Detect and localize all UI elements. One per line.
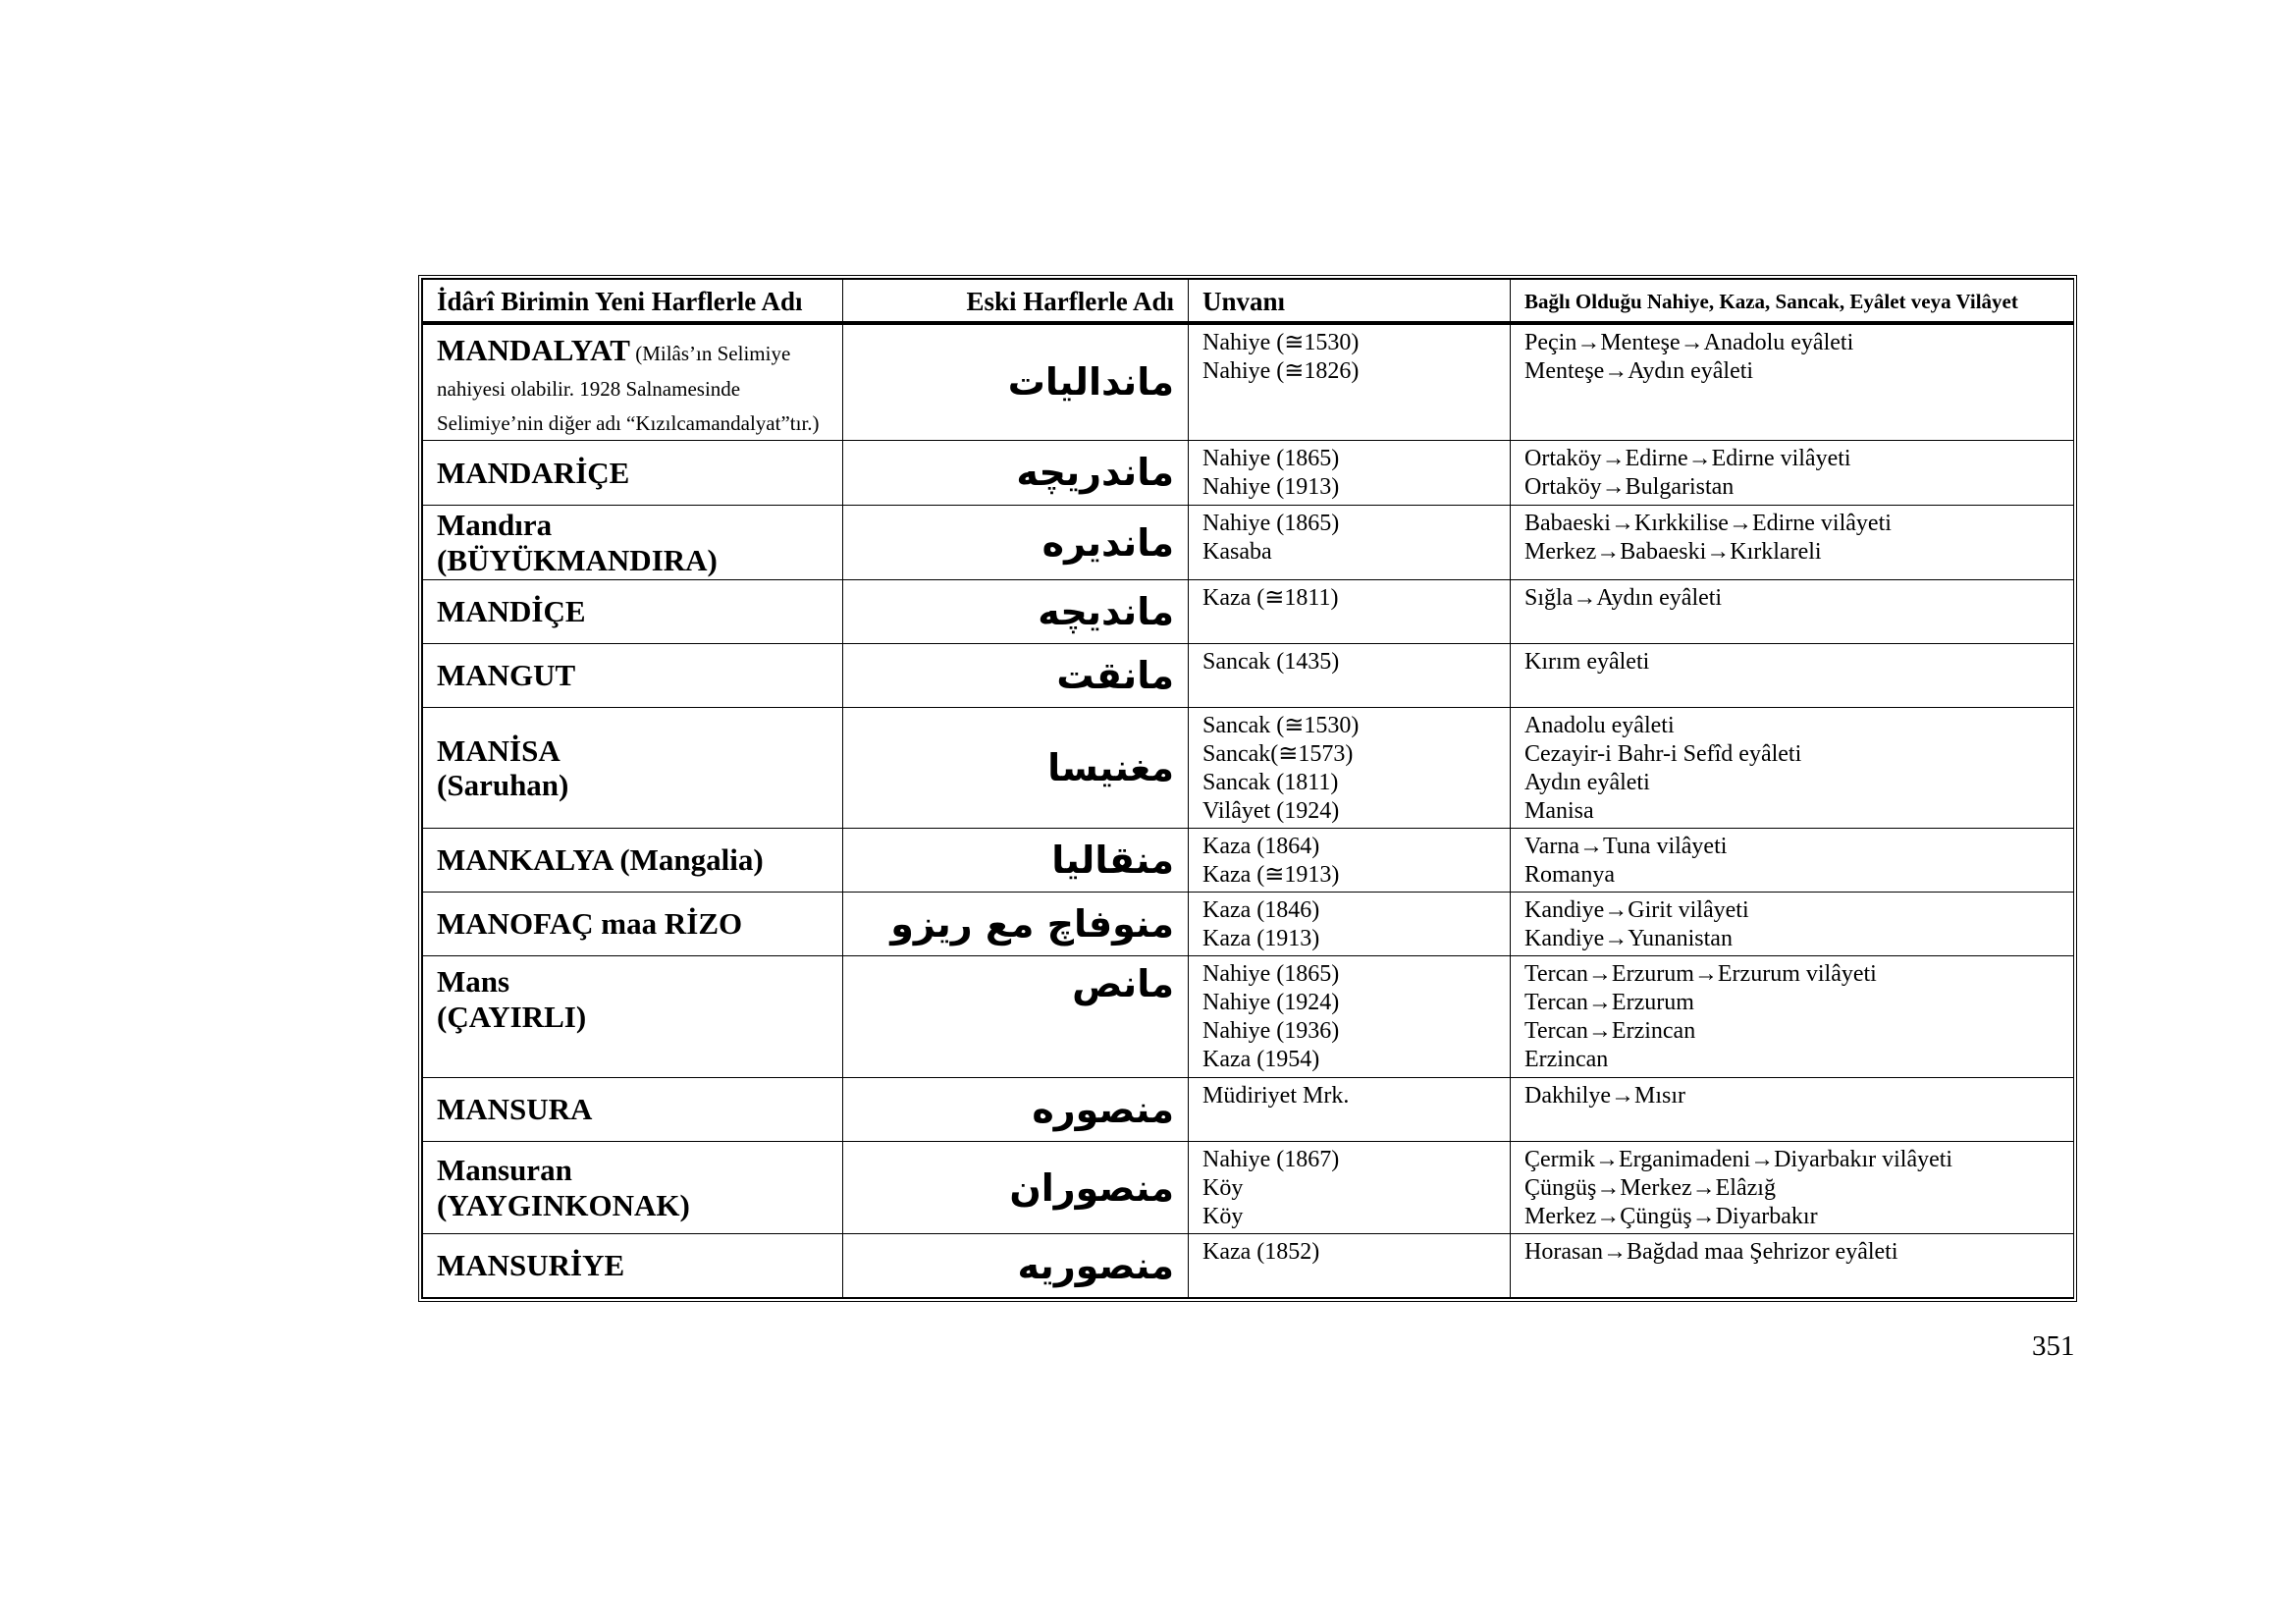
old-name-cell: ماندریچه — [843, 440, 1189, 505]
title-line: Kaza (1954) — [1202, 1047, 1320, 1073]
affiliation-line: Ortaköy→Edirne→Edirne vilâyeti — [1524, 445, 1851, 471]
table-row — [423, 1142, 2074, 1234]
title-cell — [1189, 505, 1511, 579]
old-name-cell: ماندیچه — [843, 580, 1189, 644]
title-cell — [1189, 1234, 1511, 1298]
affiliation-line: Çermik→Erganimadeni→Diyarbakır vilâyeti — [1524, 1147, 1953, 1173]
gazetteer-table — [422, 279, 2074, 1298]
title-cell — [1189, 440, 1511, 505]
affiliation-line: Varna→Tuna vilâyeti — [1524, 834, 1728, 860]
affiliation-line: Anadolu eyâleti — [1524, 713, 1675, 739]
title-line: Nahiye (1867) — [1202, 1147, 1340, 1173]
place-name: MANDİÇE — [437, 594, 586, 629]
place-name: Mandıra — [437, 507, 553, 542]
new-name-cell — [423, 1234, 843, 1298]
affiliation-line: Ortaköy→Bulgaristan — [1524, 473, 1735, 500]
title-line: Müdiriyet Mrk. — [1202, 1083, 1350, 1110]
place-name-alt: (Saruhan) — [437, 768, 569, 803]
table-row — [423, 1078, 2074, 1142]
new-name-cell — [423, 829, 843, 893]
affiliation-cell — [1511, 440, 2074, 505]
title-cell — [1189, 644, 1511, 708]
table-row — [423, 708, 2074, 829]
table-row — [423, 829, 2074, 893]
title-line: Nahiye (1924) — [1202, 990, 1340, 1016]
place-name-alt: (BÜYÜKMANDIRA) — [437, 542, 718, 577]
affiliation-cell — [1511, 644, 2074, 708]
title-line: Köy — [1202, 1204, 1244, 1230]
table-row — [423, 1234, 2074, 1298]
place-name: MANDALYAT — [437, 333, 630, 367]
affiliation-line: Romanya — [1524, 862, 1615, 889]
title-line: Sancak (1435) — [1202, 649, 1340, 676]
header-old-name: Eski Harflerle Adı — [843, 280, 1189, 323]
title-line: Nahiye (1936) — [1202, 1018, 1340, 1045]
affiliation-line: Kandiye→Yunanistan — [1524, 926, 1733, 952]
old-name-cell: منصوران — [843, 1142, 1189, 1234]
affiliation-line: Cezayir-i Bahr-i Sefîd eyâleti — [1524, 741, 1802, 768]
affiliation-line: Dakhilye→Mısır — [1524, 1083, 1685, 1110]
place-name: MANOFAÇ maa RİZO — [437, 906, 743, 942]
new-name-cell — [423, 708, 843, 829]
title-cell — [1189, 580, 1511, 644]
place-name: Mansuran — [437, 1153, 572, 1188]
gazetteer-table-frame — [418, 275, 2077, 1302]
title-line: Kaza (1846) — [1202, 897, 1320, 924]
affiliation-line: Merkez→Babaeski→Kırklareli — [1524, 538, 1822, 565]
title-line: Kaza (1864) — [1202, 834, 1320, 860]
affiliation-cell — [1511, 829, 2074, 893]
title-cell — [1189, 1142, 1511, 1234]
affiliation-line: Kırım eyâleti — [1524, 649, 1650, 676]
place-name: MANGUT — [437, 658, 576, 693]
title-line: Sancak(≅1573) — [1202, 741, 1354, 768]
title-line: Sancak (1811) — [1202, 770, 1339, 796]
new-name-cell — [423, 1142, 843, 1234]
title-line: Nahiye (≅1826) — [1202, 358, 1360, 384]
affiliation-line: Tercan→Erzurum→Erzurum vilâyeti — [1524, 961, 1877, 988]
affiliation-line: Erzincan — [1524, 1047, 1609, 1073]
old-name-cell: منصوره — [843, 1078, 1189, 1142]
affiliation-cell — [1511, 893, 2074, 956]
affiliation-cell — [1511, 956, 2074, 1078]
header-row — [423, 280, 2074, 323]
page-number: 351 — [2032, 1330, 2075, 1362]
affiliation-cell — [1511, 708, 2074, 829]
new-name-cell — [423, 505, 843, 579]
title-line: Nahiye (1865) — [1202, 961, 1340, 988]
title-cell — [1189, 1078, 1511, 1142]
affiliation-cell — [1511, 1142, 2074, 1234]
title-cell — [1189, 956, 1511, 1078]
table-row — [423, 505, 2074, 579]
affiliation-line: Kandiye→Girit vilâyeti — [1524, 897, 1749, 924]
title-line: Sancak (≅1530) — [1202, 713, 1360, 739]
title-cell — [1189, 829, 1511, 893]
place-name-alt: (ÇAYIRLI) — [437, 999, 587, 1034]
header-affiliation: Bağlı Olduğu Nahiye, Kaza, Sancak, Eyâlet veya Vilâyet — [1511, 280, 2074, 323]
new-name-cell — [423, 440, 843, 505]
title-line: Nahiye (≅1530) — [1202, 330, 1360, 355]
table-row — [423, 325, 2074, 441]
title-cell — [1189, 325, 1511, 441]
new-name-cell — [423, 1078, 843, 1142]
affiliation-line: Menteşe→Aydın eyâleti — [1524, 358, 1754, 384]
affiliation-line: Aydın eyâleti — [1524, 770, 1650, 796]
new-name-cell — [423, 956, 843, 1078]
affiliation-cell — [1511, 1078, 2074, 1142]
header-title: Unvanı — [1189, 280, 1511, 323]
title-line: Kaza (≅1913) — [1202, 862, 1340, 889]
title-line: Kaza (≅1811) — [1202, 585, 1339, 612]
affiliation-line: Horasan→Bağdad maa Şehrizor eyâleti — [1524, 1239, 1898, 1266]
old-name-cell: مغنيسا — [843, 708, 1189, 829]
old-name-cell: مانقت — [843, 644, 1189, 708]
affiliation-line: Sığla→Aydın eyâleti — [1524, 585, 1723, 612]
affiliation-line: Çüngüş→Merkez→Elâzığ — [1524, 1175, 1776, 1202]
title-cell — [1189, 708, 1511, 829]
place-note: (Milâs’ın Selimiye nahiyesi olabilir. 1928 Salnamesinde Selimiye’nin diğer adı “Kızılcamandalyat”tır.) — [437, 342, 820, 436]
title-line: Nahiye (1865) — [1202, 510, 1340, 536]
new-name-cell — [423, 644, 843, 708]
place-name: MANDARİÇE — [437, 455, 630, 490]
new-name-cell — [423, 580, 843, 644]
table-row — [423, 893, 2074, 956]
old-name-cell: ماندالیات — [843, 325, 1189, 441]
affiliation-cell — [1511, 325, 2074, 441]
place-name-alt: (YAYGINKONAK) — [437, 1187, 690, 1222]
title-cell — [1189, 893, 1511, 956]
new-name-cell — [423, 325, 843, 441]
table-row — [423, 440, 2074, 505]
title-line: Kasaba — [1202, 538, 1272, 565]
affiliation-cell — [1511, 505, 2074, 579]
old-name-cell: منوفاچ مع ريزو — [843, 893, 1189, 956]
title-line: Nahiye (1913) — [1202, 473, 1340, 500]
place-name: MANİSA — [437, 732, 561, 768]
old-name-cell: منصوريه — [843, 1234, 1189, 1298]
affiliation-line: Peçin→Menteşe→Anadolu eyâleti — [1524, 330, 1854, 355]
new-name-cell — [423, 893, 843, 956]
table-row — [423, 644, 2074, 708]
title-line: Kaza (1852) — [1202, 1239, 1320, 1266]
affiliation-line: Babaeski→Kırkkilise→Edirne vilâyeti — [1524, 510, 1892, 536]
affiliation-line: Tercan→Erzincan — [1524, 1018, 1696, 1045]
affiliation-cell — [1511, 1234, 2074, 1298]
place-name: Mans — [437, 964, 510, 1000]
title-line: Nahiye (1865) — [1202, 445, 1340, 471]
old-name-cell: مانص — [843, 956, 1189, 1078]
affiliation-cell — [1511, 580, 2074, 644]
table-row — [423, 956, 2074, 1078]
table-row — [423, 580, 2074, 644]
affiliation-line: Manisa — [1524, 798, 1594, 825]
old-name-cell: ماندیره — [843, 505, 1189, 579]
header-new-name: İdârî Birimin Yeni Harflerle Adı — [423, 280, 843, 323]
title-line: Köy — [1202, 1175, 1244, 1202]
place-name: MANKALYA (Mangalia) — [437, 842, 764, 878]
title-line: Vilâyet (1924) — [1202, 798, 1340, 825]
old-name-cell: منقاليا — [843, 829, 1189, 893]
place-name: MANSURİYE — [437, 1248, 625, 1283]
title-line: Kaza (1913) — [1202, 926, 1320, 952]
affiliation-line: Merkez→Çüngüş→Diyarbakır — [1524, 1204, 1818, 1230]
place-name: MANSURA — [437, 1092, 593, 1127]
affiliation-line: Tercan→Erzurum — [1524, 990, 1694, 1016]
